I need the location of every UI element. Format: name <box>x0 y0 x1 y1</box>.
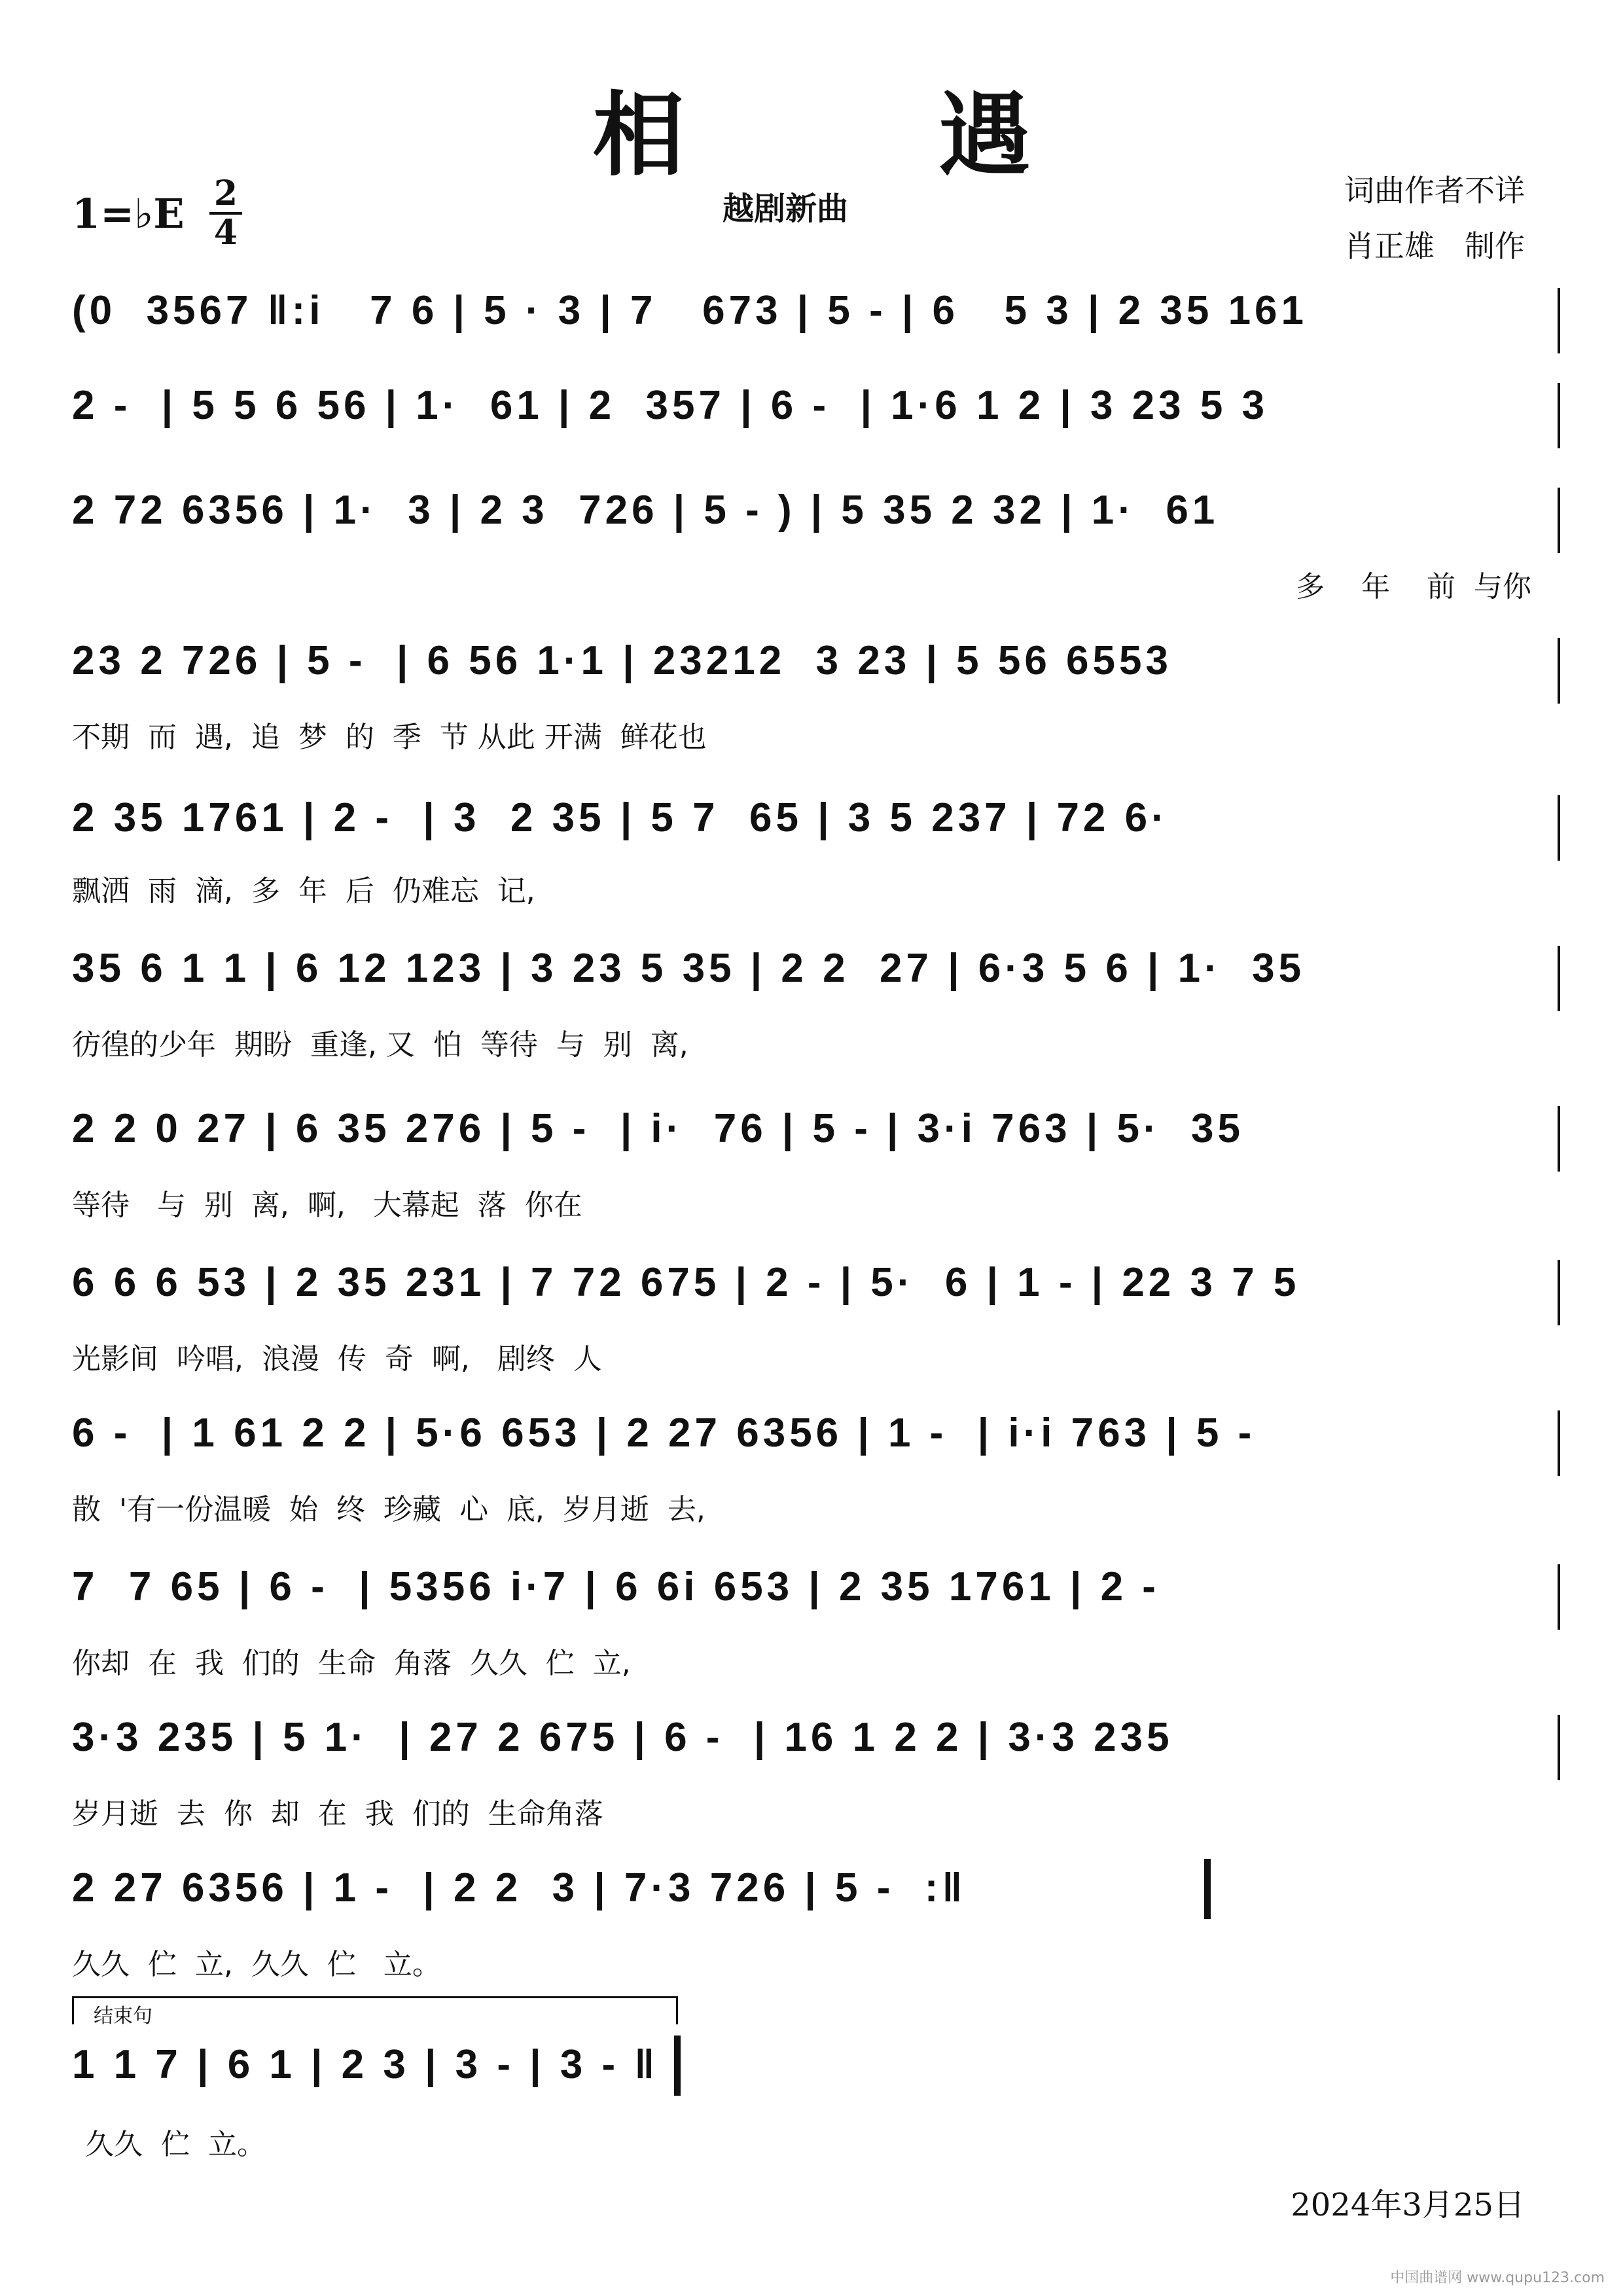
time-bottom: 4 <box>213 213 238 253</box>
notes-row-7: 2 2 0 27 | 6 35 276 | 5 - | i· 76 | 5 - | 3·i 763 | 5· 35 <box>72 1106 1244 1151</box>
staff-row-4 <box>72 638 1560 704</box>
key-label: 1=♭E <box>72 190 185 238</box>
staff-row-8 <box>72 1260 1560 1325</box>
notes-row-3: 2 72 6356 | 1· 3 | 2 3 726 | 5 - ) | 5 35 2 32 | 1· 61 <box>72 488 1219 533</box>
notes-row-ending: 1 1 7 | 6 1 | 2 3 | 3 - | 3 - ‖ <box>72 2042 659 2087</box>
staff-row-1 <box>72 288 1560 353</box>
lyrics-row-ending: 久久 伫 立。 <box>85 2128 266 2160</box>
staff-row-2 <box>72 383 1560 448</box>
lyrics-row-4: 不期 而 遇, 追 梦 的 季 节 从此 开满 鲜花也 <box>72 721 707 753</box>
staff-row-9 <box>72 1410 1560 1476</box>
staff-row-6 <box>72 946 1560 1011</box>
date-stamp: 2024年3月25日 <box>1291 2187 1525 2223</box>
song-title: 相 遇 <box>592 82 1142 189</box>
staff-row-ending <box>72 2042 661 2108</box>
notes-row-12: 2 27 6356 | 1 - | 2 2 3 | 7·3 726 | 5 - :‖ <box>72 1865 967 1910</box>
lyrics-row-11: 岁月逝 去 你 却 在 我 们的 生命角落 <box>72 1797 603 1829</box>
time-signature <box>209 173 242 253</box>
notes-row-9: 6 - | 1 61 2 2 | 5·6 653 | 2 27 6356 | 1 - | i·i 763 | 5 - <box>72 1410 1256 1456</box>
final-bar <box>674 2036 681 2096</box>
time-top: 2 <box>213 173 238 213</box>
credit-composer: 词曲作者不详 <box>1344 173 1525 208</box>
lyrics-row-10: 你却 在 我 们的 生命 角落 久久 伫 立, <box>72 1647 631 1679</box>
staff-row-3 <box>72 488 1560 553</box>
subtitle: 越剧新曲 <box>722 190 848 227</box>
notes-row-10: 7 7 65 | 6 - | 5356 i·7 | 6 6i 653 | 2 35 1761 | 2 - <box>72 1564 1160 1609</box>
notes-row-2: 2 - | 5 5 6 56 | 1· 61 | 2 357 | 6 - | 1·6 1 2 | 3 23 5 3 <box>72 383 1269 428</box>
notes-row-6: 35 6 1 1 | 6 12 123 | 3 23 5 35 | 2 2 27 | 6·3 5 6 | 1· 35 <box>72 946 1306 991</box>
lyrics-row-3: 多 年 前 与你 <box>1296 570 1531 602</box>
notes-row-8: 6 6 6 53 | 2 35 231 | 7 72 675 | 2 - | 5· 6 | 1 - | 22 3 7 5 <box>72 1260 1300 1305</box>
lyrics-row-7: 等待 与 别 离, 啊, 大幕起 落 你在 <box>72 1189 582 1221</box>
staff-row-11 <box>72 1715 1560 1780</box>
lyrics-row-9: 散 '有一份温暖 始 终 珍藏 心 底, 岁月逝 去, <box>72 1493 705 1525</box>
notes-row-1: (0 3567 ‖:i 7 6 | 5 · 3 | 7 673 | 5 - | 6 5 3 | 2 35 161 <box>72 288 1308 333</box>
site-watermark: 中国曲谱网 www.qupu123.com <box>1390 2270 1605 2286</box>
ending-label: 结束句 <box>94 2005 152 2028</box>
staff-row-10 <box>72 1564 1560 1630</box>
lyrics-row-8: 光影间 吟唱, 浪漫 传 奇 啊, 剧终 人 <box>72 1342 602 1374</box>
notes-row-11: 3·3 235 | 5 1· | 27 2 675 | 6 - | 16 1 2 2 | 3·3 235 <box>72 1715 1173 1760</box>
notes-row-4: 23 2 726 | 5 - | 6 56 1·1 | 23212 3 23 | 5 56 6553 <box>72 638 1172 683</box>
staff-row-5 <box>72 795 1560 861</box>
repeat-end-bar <box>1204 1859 1211 1919</box>
lyrics-row-6: 彷徨的少年 期盼 重逢, 又 怕 等待 与 别 离, <box>72 1028 688 1060</box>
notes-row-5: 2 35 1761 | 2 - | 3 2 35 | 5 7 65 | 3 5 237 | 72 6· <box>72 795 1169 840</box>
staff-row-7 <box>72 1106 1560 1172</box>
credit-producer: 肖正雄 制作 <box>1344 228 1525 264</box>
staff-row-12 <box>72 1865 1211 1931</box>
lyrics-row-5: 飘洒 雨 滴, 多 年 后 仍难忘 记, <box>72 874 535 906</box>
key-signature <box>72 173 238 253</box>
lyrics-row-12: 久久 伫 立, 久久 伫 立。 <box>72 1948 441 1980</box>
ending-bracket <box>72 1996 678 2028</box>
